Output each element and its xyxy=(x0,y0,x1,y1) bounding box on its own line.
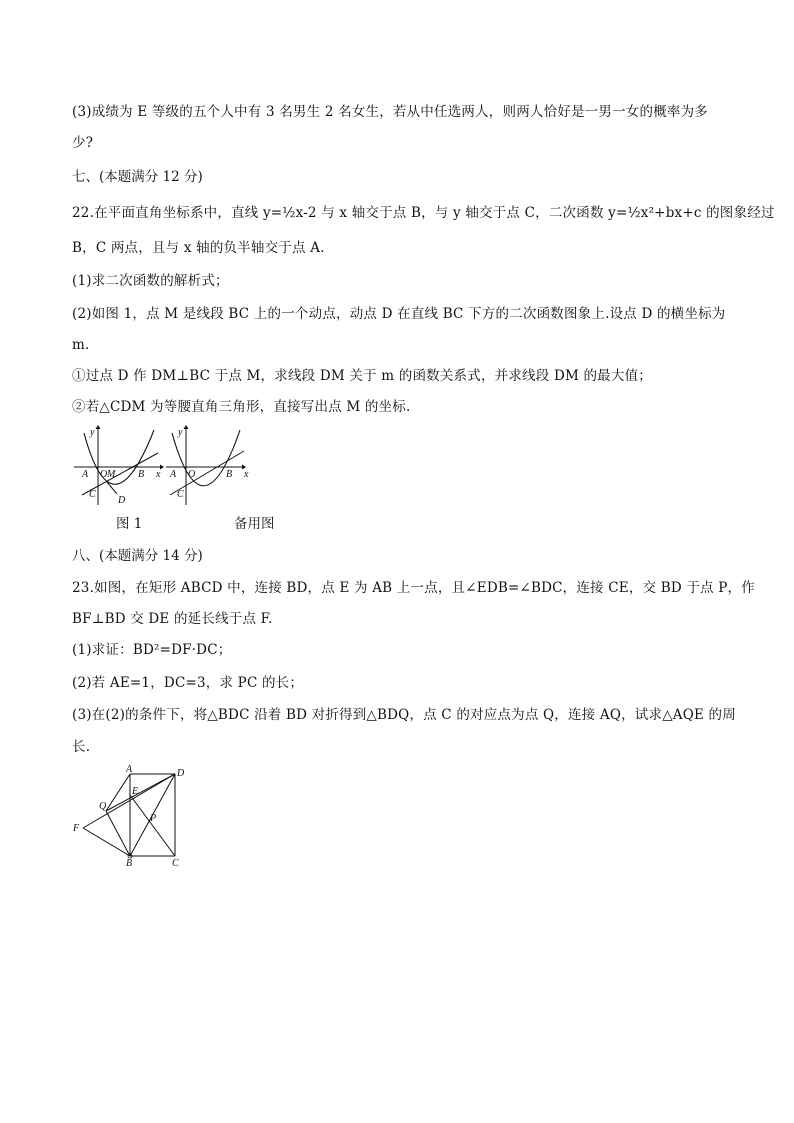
y-axis-arrow xyxy=(184,425,189,429)
q22-part1: (1)求二次函数的解析式； xyxy=(72,273,229,289)
label-y: y xyxy=(178,427,183,438)
q22-sub1: ①过点 D 作 DM⊥BC 于点 M，求线段 DM 关于 m 的函数关系式，并求线段 DM 的最大值； xyxy=(72,368,652,384)
q23-part3-line2: 长. xyxy=(72,739,91,755)
section7-heading: 七、(本题满分 12 分) xyxy=(72,169,203,185)
segment-ce xyxy=(130,795,175,856)
y-axis-arrow xyxy=(96,425,101,429)
label-y: y xyxy=(90,427,95,438)
figure-1-caption: 图 1 xyxy=(116,516,143,532)
q21-part3-line1: (3)成绩为 E 等级的五个人中有 3 名男生 2 名女生，若从中任选两人，则两人恰好是一男一女的概率为多 xyxy=(72,104,709,120)
label-b: B xyxy=(138,469,145,480)
label-o: O xyxy=(100,469,108,480)
backup-figure-caption: 备用图 xyxy=(234,516,275,532)
q21-part3-line2: 少? xyxy=(72,135,94,151)
q23-part1: (1)求证：BD²=DF·DC； xyxy=(72,642,232,658)
q22-sub2: ②若△CDM 为等腰直角三角形，直接写出点 M 的坐标. xyxy=(72,399,411,415)
label-f: F xyxy=(73,823,80,834)
segment-df xyxy=(83,774,175,828)
q23-part2: (2)若 AE=1，DC=3，求 PC 的长； xyxy=(72,675,304,691)
label-d: D xyxy=(177,768,185,779)
label-x: x xyxy=(244,469,249,480)
q23-part3-line1: (3)在(2)的条件下，将△BDC 沿着 BD 对折得到△BDQ，点 C 的对应点为点 Q，连接 AQ，试求△AQE 的周 xyxy=(72,707,736,723)
q23-line2: BF⊥BD 交 DE 的延长线于点 F. xyxy=(72,611,273,627)
label-c: C xyxy=(172,858,179,868)
label-p: P xyxy=(150,813,157,824)
label-b: B xyxy=(126,858,133,868)
q22-part2-line1: (2)如图 1，点 M 是线段 BC 上的一个动点，动点 D 在直线 BC 下方的二次函数图象上.设点 D 的横坐标为 xyxy=(72,306,726,322)
label-e: E xyxy=(132,786,139,797)
section8-heading: 八、(本题满分 14 分) xyxy=(72,548,203,564)
label-c: C xyxy=(177,489,184,500)
q22-figure-1 xyxy=(72,425,164,507)
label-d: D xyxy=(118,495,126,506)
segment-aq xyxy=(106,774,130,811)
q22-part2-line2: m. xyxy=(72,337,90,353)
label-c: C xyxy=(89,489,96,500)
label-a: A xyxy=(82,469,89,480)
q22-line1: 22.在平面直角坐标系中，直线 y=½x-2 与 x 轴交于点 B，与 y 轴交于点 C，二次函数 y=½x²+bx+c 的图象经过 xyxy=(72,205,775,221)
label-a: A xyxy=(126,764,133,775)
q22-backup-figure xyxy=(164,425,256,507)
label-q: Q xyxy=(99,801,107,812)
q23-figure xyxy=(68,762,188,868)
label-a: A xyxy=(170,469,177,480)
q22-line2: B，C 两点，且与 x 轴的负半轴交于点 A. xyxy=(72,240,325,256)
label-o: O xyxy=(188,469,196,480)
label-b: B xyxy=(226,469,233,480)
q23-line1: 23.如图，在矩形 ABCD 中，连接 BD，点 E 为 AB 上一点，且∠EDB=∠BDC，连接 CE，交 BD 于点 P，作 xyxy=(72,580,755,596)
label-m: M xyxy=(107,469,116,480)
label-x: x xyxy=(156,469,161,480)
